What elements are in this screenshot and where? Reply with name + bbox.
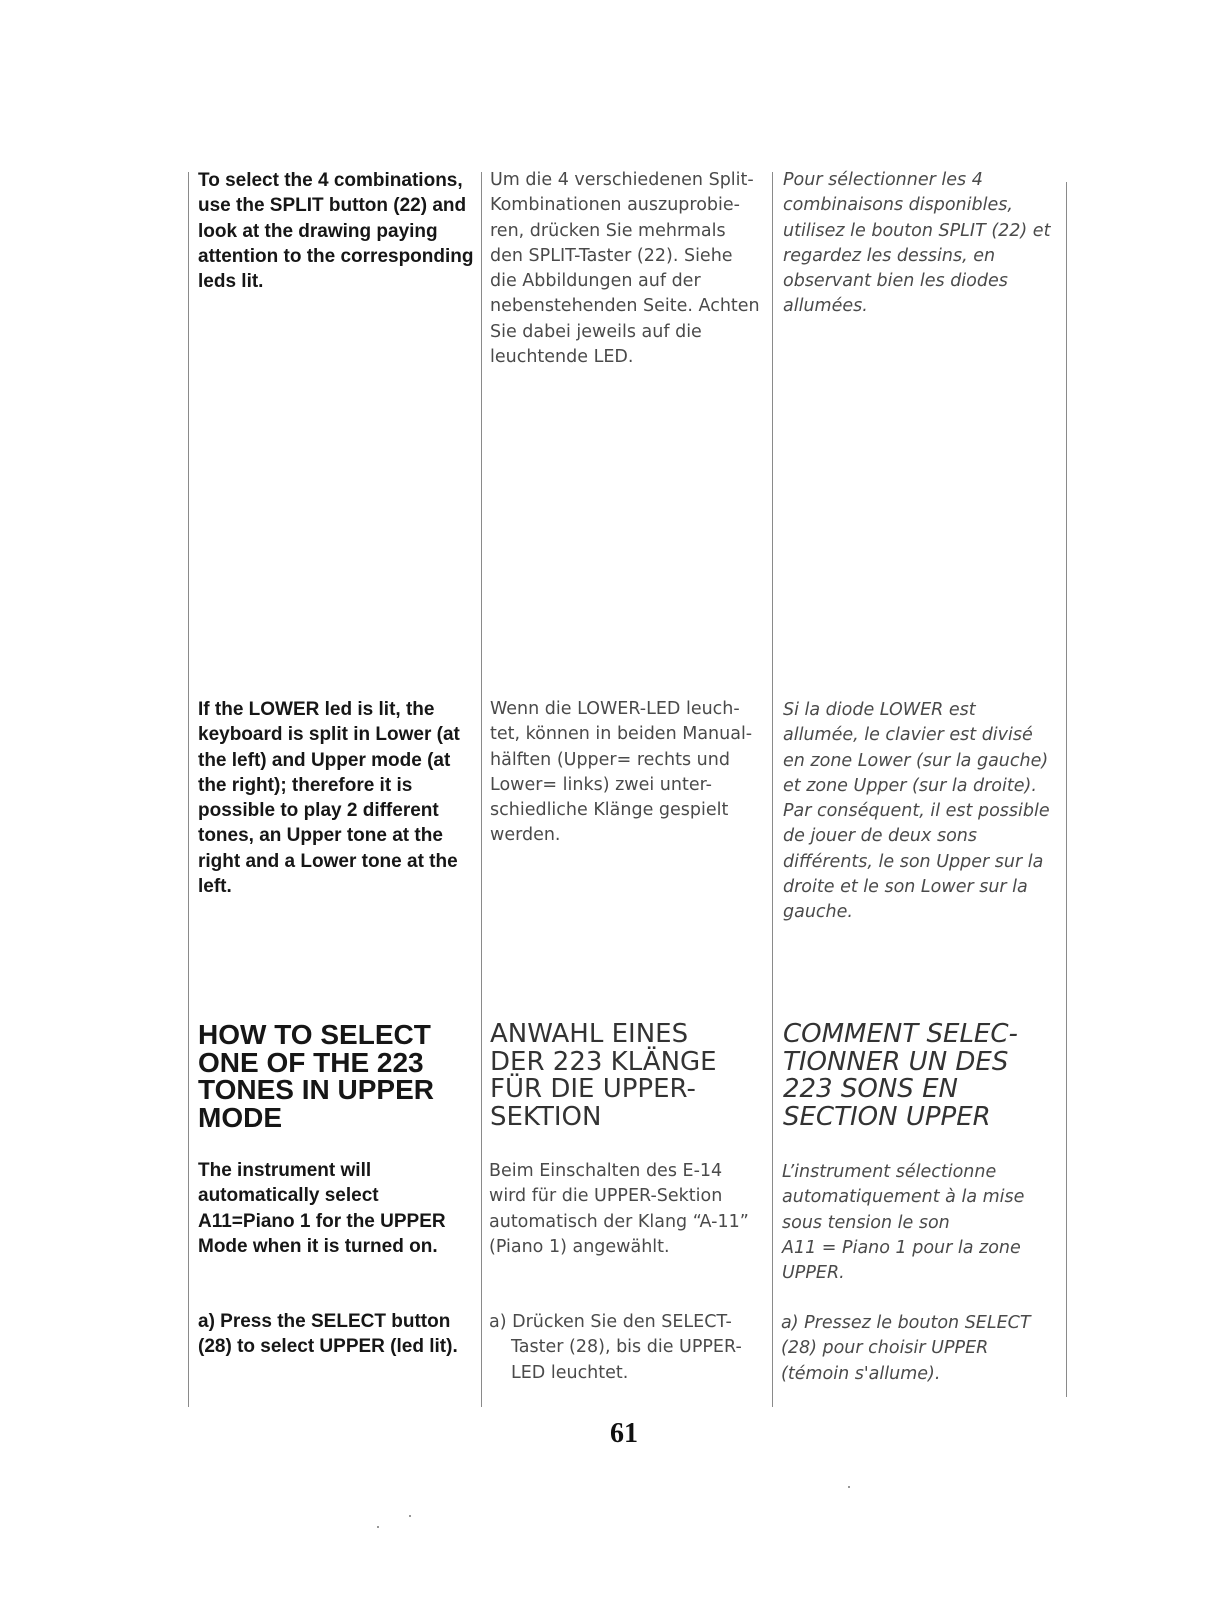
column-rule-right-outer — [1066, 182, 1067, 1397]
page-number: 61 — [610, 1418, 638, 1449]
lower-led-french: Si la diode LOWER est allumée, le clavier est divisé en zone Lower (sur la gauche) et zone Upper (sur la droite). Par conséquent, il est possible de jouer de deux sons différents, le son Upper sur la droite et le son Lower sur la gauche. — [783, 700, 1050, 923]
column-rule-middle — [481, 172, 482, 1407]
auto-select-german: Beim Einschalten des E-14 wird für die UPPER-Sektion automatisch der Klang “A-11” (Piano 1) angewählt. — [489, 1161, 749, 1257]
step-a-french: a) Pressez le bouton SELECT (28) pour choisir UPPER (témoin s'allume). — [781, 1313, 1031, 1384]
column-rule-left — [188, 172, 189, 1407]
split-intro-english: To select the 4 combinations, use the SPLIT button (22) and look at the drawing paying attention to the corresponding leds lit. — [198, 170, 474, 293]
heading-english: HOW TO SELECT ONE OF THE 223 TONES IN UPPER MODE — [198, 1019, 434, 1133]
split-intro-french: Pour sélectionner les 4 combinaisons disponibles, utilisez le bouton SPLIT (22) et regardez les dessins, en observant bien les diodes allumées. — [783, 170, 1051, 317]
lower-led-german: Wenn die LOWER-LED leuch- tet, können in beiden Manual- hälften (Upper= rechts und Lower= links) zwei unter- schiedliche Klänge gespielt werden. — [490, 699, 753, 846]
auto-select-french: L’instrument sélectionne automatiquement à la mise sous tension le son A11 = Piano 1 pour la zone UPPER. — [782, 1162, 1025, 1284]
split-intro-german: Um die 4 verschiedenen Split- Kombinationen auszuprobie- ren, drücken Sie mehrmals den SPLIT-Taster (22). Siehe die Abbildungen auf der nebenstehenden Seite. Achten Sie dabei jeweils auf die leuchtende LED. — [490, 170, 760, 368]
step-a-german: a) Drücken Sie den SELECT- Taster (28), bis die UPPER- LED leuchtet. — [489, 1312, 742, 1383]
heading-german: ANWAHL EINES DER 223 KLÄNGE FÜR DIE UPPER- SEKTION — [490, 1019, 717, 1132]
lower-led-english: If the LOWER led is lit, the keyboard is split in Lower (at the left) and Upper mode (at the right); therefore it is possible to play 2 different tones, an Upper tone at the right and a Lower tone at the left. — [198, 699, 460, 898]
heading-french: COMMENT SELEC- TIONNER UN DES 223 SONS EN SECTION UPPER — [783, 1019, 1018, 1132]
auto-select-english: The instrument will automatically select A11=Piano 1 for the UPPER Mode when it is turned on. — [198, 1160, 446, 1257]
scan-speck — [848, 1486, 850, 1488]
scan-speck — [409, 1515, 411, 1517]
step-a-english: a) Press the SELECT button (28) to select UPPER (led lit). — [198, 1311, 458, 1358]
scan-speck — [377, 1526, 379, 1528]
column-rule-right-inner — [772, 172, 773, 1407]
